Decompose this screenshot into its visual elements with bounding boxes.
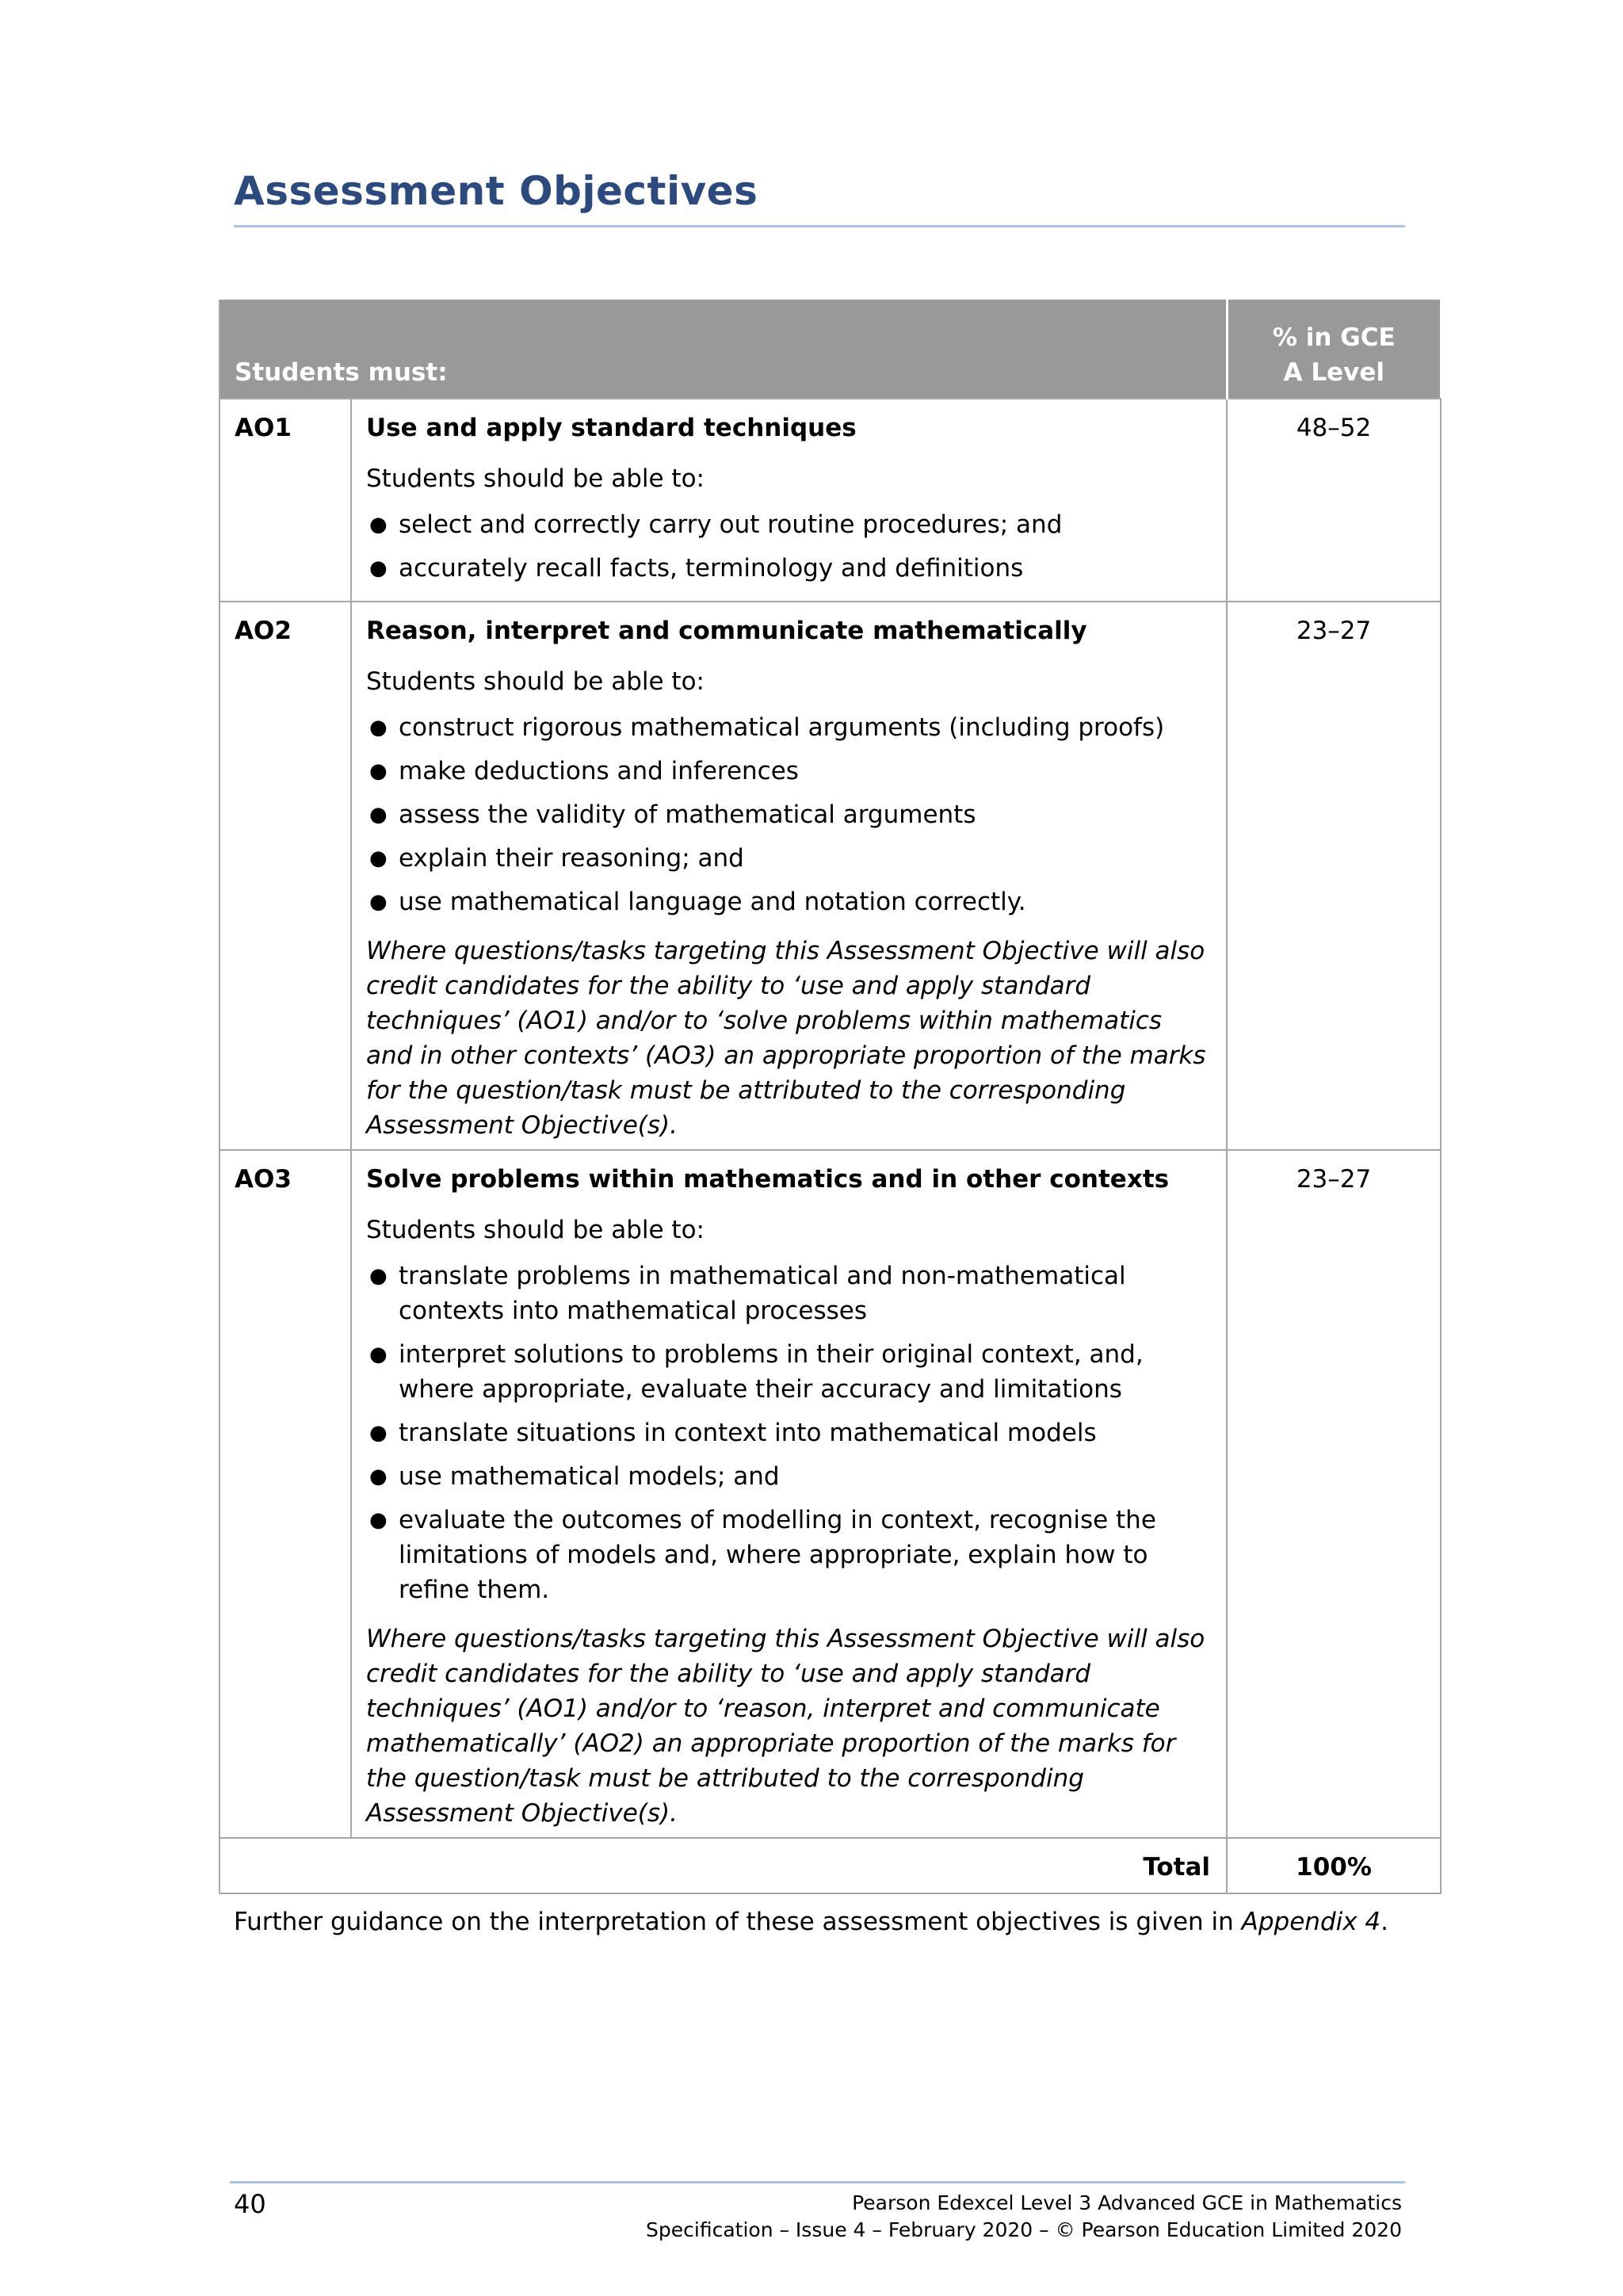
bullet-icon: ●: [369, 1465, 388, 1488]
ao-note: Where questions/tasks targeting this Assessment Objective will also credit candidates for the ability to ‘use and apply standard techniques’ (AO1) and/or to ‘solve problems within mathematics and in other contexts’ (AO3) an appropriate proportion of the marks for the question/task must be attributed to the corresponding Assessment Objective(s).: [366, 937, 1206, 1140]
ao-code: AO2: [220, 602, 351, 1150]
ao-intro: Students should be able to:: [366, 464, 705, 493]
ao-points: [366, 1259, 1210, 1607]
ao-code: AO3: [220, 1150, 351, 1838]
ao-percent: 23–27: [1227, 1150, 1441, 1838]
header-percent: [1227, 299, 1441, 399]
header-percent-line1: % in GCE: [1272, 323, 1396, 352]
ao-description: [351, 399, 1227, 602]
list-item: ● use mathematical language and notation correctly.: [366, 884, 1210, 919]
ao-description: [351, 1150, 1227, 1838]
bullet-icon: ●: [369, 1343, 388, 1366]
bullet-icon: ●: [369, 716, 388, 739]
ao-intro: Students should be able to:: [366, 1216, 705, 1244]
list-item: ● use mathematical models; and: [366, 1459, 1210, 1494]
list-item: ● interpret solutions to problems in their original context, and, where appropriate, evaluate their accuracy and limitations: [366, 1337, 1210, 1407]
ao-code: AO1: [220, 399, 351, 602]
ao-points: [366, 710, 1210, 919]
list-item: ● make deductions and inferences: [366, 754, 1210, 789]
ao-intro: Students should be able to:: [366, 667, 705, 696]
page-number: 40: [234, 2189, 266, 2219]
total-label: Total: [220, 1838, 1227, 1893]
list-item: ● accurately recall facts, terminology and definitions: [366, 551, 1210, 586]
ao-points: [366, 507, 1210, 586]
ao-title: Reason, interpret and communicate mathematically: [366, 617, 1087, 645]
table-row-ao2: [220, 602, 1441, 1150]
footer-title: Pearson Edexcel Level 3 Advanced GCE in Mathematics: [852, 2191, 1402, 2214]
bullet-icon: ●: [369, 759, 388, 783]
list-item: ● translate situations in context into mathematical models: [366, 1415, 1210, 1450]
ao-title: Solve problems within mathematics and in other contexts: [366, 1165, 1170, 1194]
bullet-icon: ●: [369, 1508, 388, 1532]
table-header-row: [220, 299, 1441, 399]
ao-percent: 48–52: [1227, 399, 1441, 602]
bullet-icon: ●: [369, 556, 388, 580]
bullet-icon: ●: [369, 803, 388, 827]
bullet-icon: ●: [369, 1421, 388, 1445]
bullet-icon: ●: [369, 513, 388, 537]
footer-divider: [230, 2181, 1405, 2183]
footer-copyright: Specification – Issue 4 – February 2020 – © Pearson Education Limited 2020: [646, 2218, 1402, 2241]
list-item: ● construct rigorous mathematical arguments (including proofs): [366, 710, 1210, 745]
table-total-row: [220, 1838, 1441, 1893]
header-students-must: Students must:: [220, 299, 1227, 399]
ao-title: Use and apply standard techniques: [366, 414, 857, 442]
appendix-reference: Appendix 4: [1241, 1908, 1381, 1936]
ao-percent: 23–27: [1227, 602, 1441, 1150]
list-item: ● select and correctly carry out routine procedures; and: [366, 507, 1210, 542]
list-item: ● explain their reasoning; and: [366, 841, 1210, 876]
bullet-icon: ●: [369, 890, 388, 914]
ao-description: [351, 602, 1227, 1150]
page-title: Assessment Objectives: [234, 168, 758, 214]
further-guidance-end: .: [1381, 1908, 1389, 1936]
bullet-icon: ●: [369, 1264, 388, 1288]
assessment-objectives-table: [219, 298, 1442, 1894]
further-guidance-text: Further guidance on the interpretation of these assessment objectives is given in: [234, 1908, 1242, 1936]
list-item: ● translate problems in mathematical and non-mathematical contexts into mathematical processes: [366, 1259, 1210, 1328]
title-divider: [234, 225, 1405, 227]
ao-note: Where questions/tasks targeting this Assessment Objective will also credit candidates for the ability to ‘use and apply standard techniques’ (AO1) and/or to ‘reason, interpret and communicate mathematically’ (AO2) an appropriate proportion of the marks for the question/task must be attributed to the corresponding Assessment Objective(s).: [366, 1625, 1205, 1828]
further-guidance: [234, 1904, 1388, 1939]
list-item: ● assess the validity of mathematical arguments: [366, 797, 1210, 832]
bullet-icon: ●: [369, 846, 388, 870]
list-item: ● evaluate the outcomes of modelling in context, recognise the limitations of models and, where appropriate, explain how to refine them.: [366, 1503, 1210, 1607]
table-row-ao3: [220, 1150, 1441, 1838]
header-percent-line2: A Level: [1283, 358, 1384, 387]
total-value: 100%: [1227, 1838, 1441, 1893]
table-row-ao1: [220, 399, 1441, 602]
